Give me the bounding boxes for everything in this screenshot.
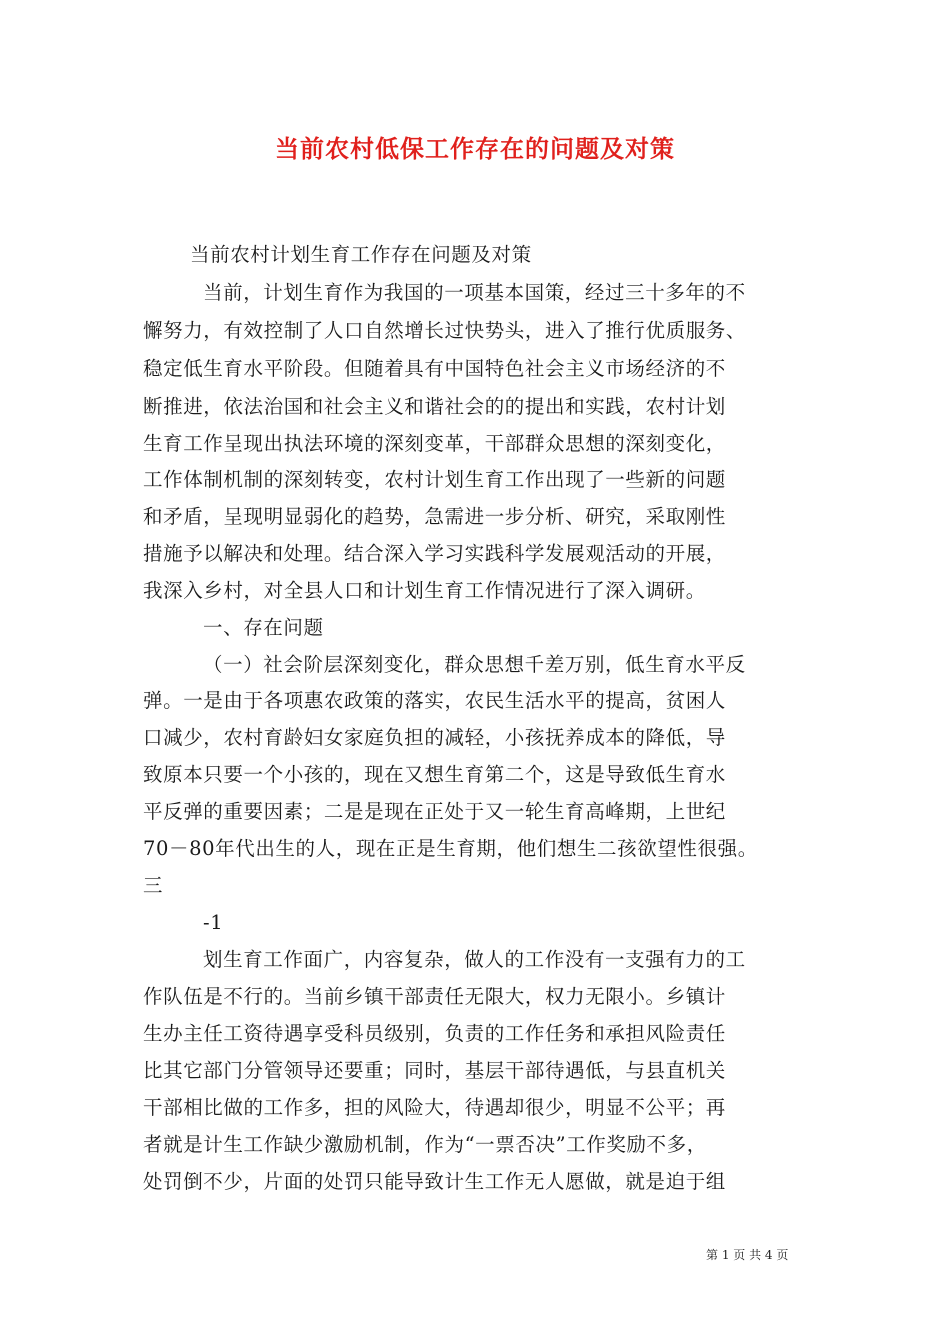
section-heading: 一、存在问题	[203, 616, 324, 639]
paragraph-line: 处罚倒不少，片面的处罚只能导致计生工作无人愿做，就是迫于组	[143, 1170, 726, 1193]
paragraph-line: 我深入乡村，对全县人口和计划生育工作情况进行了深入调研。	[143, 579, 706, 602]
paragraph-line: 致原本只要一个小孩的，现在又想生育第二个，这是导致低生育水	[143, 763, 726, 786]
paragraph-line: 口减少，农村育龄妇女家庭负担的减轻，小孩抚养成本的降低，导	[143, 726, 726, 749]
page-number-footer: 第 1 页 共 4 页	[706, 1248, 789, 1262]
page-title: 当前农村低保工作存在的问题及对策	[275, 134, 675, 163]
subtitle-line: 当前农村计划生育工作存在问题及对策	[190, 243, 532, 266]
paragraph-line: （一）社会阶层深刻变化，群众思想千差万别，低生育水平反	[203, 653, 746, 676]
paragraph-line: 和矛盾，呈现明显弱化的趋势，急需进一步分析、研究，采取刚性	[143, 505, 726, 528]
paragraph-line: 当前，计划生育作为我国的一项基本国策，经过三十多年的不	[203, 281, 746, 304]
page-marker: -1	[203, 911, 224, 934]
paragraph-line: 断推进，依法治国和社会主义和谐社会的的提出和实践，农村计划	[143, 395, 726, 418]
paragraph-line: 者就是计生工作缺少激励机制，作为“一票否决”工作奖励不多，	[143, 1133, 707, 1156]
paragraph-line: 平反弹的重要因素；二是是现在正处于又一轮生育高峰期，上世纪	[143, 800, 726, 823]
paragraph-line: 生育工作呈现出执法环境的深刻变革，干部群众思想的深刻变化，	[143, 432, 726, 455]
paragraph-line: 比其它部门分管领导还要重；同时，基层干部待遇低，与县直机关	[143, 1059, 726, 1082]
paragraph-line: 稳定低生育水平阶段。但随着具有中国特色社会主义市场经济的不	[143, 357, 726, 380]
paragraph-line: 弹。一是由于各项惠农政策的落实，农民生活水平的提高，贫困人	[143, 689, 726, 712]
paragraph-line: 工作体制机制的深刻转变，农村计划生育工作出现了一些新的问题	[143, 468, 726, 491]
paragraph-line: 作队伍是不行的。当前乡镇干部责任无限大，权力无限小。乡镇计	[143, 985, 726, 1008]
paragraph-line: 70－80年代出生的人，现在正是生育期，他们想生二孩欲望性很强。	[143, 837, 758, 860]
paragraph-line: 划生育工作面广，内容复杂，做人的工作没有一支强有力的工	[203, 948, 746, 971]
paragraph-line: 生办主任工资待遇享受科员级别，负责的工作任务和承担风险责任	[143, 1022, 726, 1045]
paragraph-line: 三	[143, 874, 164, 897]
paragraph-line: 措施予以解决和处理。结合深入学习实践科学发展观活动的开展，	[143, 542, 726, 565]
paragraph-line: 干部相比做的工作多，担的风险大，待遇却很少，明显不公平；再	[143, 1096, 726, 1119]
paragraph-line: 懈努力，有效控制了人口自然增长过快势头，进入了推行优质服务、	[143, 319, 747, 342]
